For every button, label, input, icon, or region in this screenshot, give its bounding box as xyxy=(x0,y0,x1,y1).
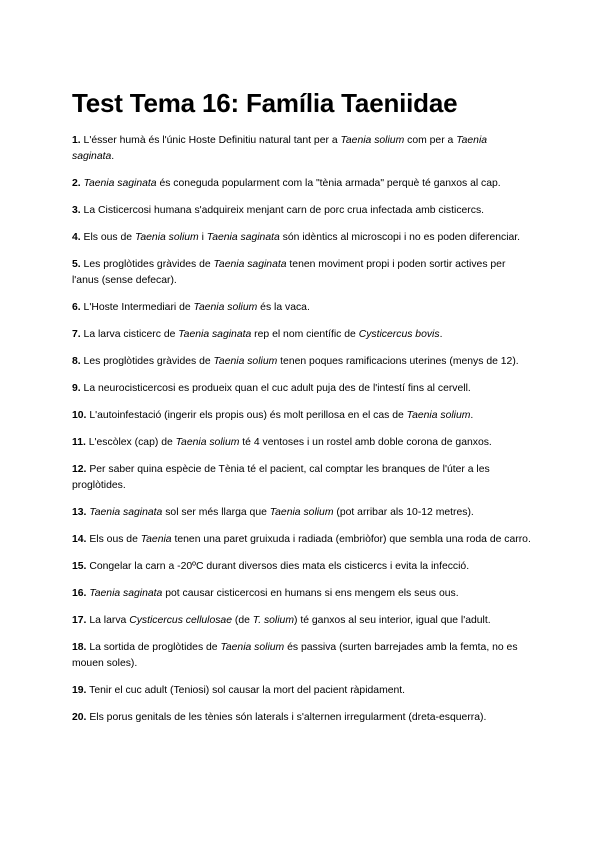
species-name: Taenia saginata xyxy=(89,507,163,518)
question-text: Congelar la carn a -20ºC durant diversos dies mata els cisticercs i evita la infecció. xyxy=(86,561,470,572)
question-item xyxy=(72,381,532,397)
question-number: 13. xyxy=(72,507,87,518)
question-text: rep el nom científic de xyxy=(251,329,359,340)
question-text: ) té ganxos al seu interior, igual que l'adult. xyxy=(294,615,491,626)
question-text: sol ser més llarga que xyxy=(162,507,270,518)
question-text: com per a xyxy=(404,135,457,146)
question-text: Els ous de xyxy=(80,232,135,243)
question-number: 4. xyxy=(72,232,81,243)
question-number: 17. xyxy=(72,615,87,626)
question-text: i xyxy=(198,232,207,243)
question-item xyxy=(72,532,532,548)
species-name: Taenia xyxy=(140,534,172,545)
question-text: és coneguda popularment com la "tènia armada" perquè té ganxos al cap. xyxy=(156,178,501,189)
question-text: té 4 ventoses i un rostel amb doble corona de ganxos. xyxy=(239,437,492,448)
question-text: L'escòlex (cap) de xyxy=(85,437,176,448)
species-name: Taenia solium xyxy=(213,356,278,367)
species-name: Taenia saginata xyxy=(72,135,488,162)
question-list xyxy=(72,133,532,737)
question-text: tenen una paret gruixuda i radiada (embriòfor) que sembla una roda de carro. xyxy=(171,534,531,545)
species-name: Taenia saginata xyxy=(213,259,287,270)
question-text: L'ésser humà és l'únic Hoste Definitiu natural tant per a xyxy=(80,135,341,146)
species-name: Taenia solium xyxy=(220,642,285,653)
question-number: 6. xyxy=(72,302,81,313)
question-text: L'Hoste Intermediari de xyxy=(80,302,194,313)
question-text: . xyxy=(470,410,474,421)
question-number: 14. xyxy=(72,534,87,545)
question-item xyxy=(72,408,532,424)
question-item xyxy=(72,176,532,192)
question-text: Per saber quina espècie de Tènia té el pacient, cal comptar les branques de l'úter a les proglòtides. xyxy=(72,464,490,491)
question-item xyxy=(72,462,532,494)
question-text: L'autoinfestació (ingerir els propis ous) és molt perillosa en el cas de xyxy=(86,410,407,421)
species-name: Taenia solium xyxy=(340,135,405,146)
question-number: 9. xyxy=(72,383,81,394)
question-number: 7. xyxy=(72,329,81,340)
question-number: 5. xyxy=(72,259,81,270)
question-item xyxy=(72,683,532,699)
question-text: La sortida de proglòtides de xyxy=(86,642,221,653)
question-text: (de xyxy=(232,615,253,626)
question-item xyxy=(72,133,532,165)
question-item xyxy=(72,505,532,521)
question-number: 8. xyxy=(72,356,81,367)
question-text: Tenir el cuc adult (Teniosi) sol causar la mort del pacient ràpidament. xyxy=(86,685,406,696)
question-text: La larva cisticerc de xyxy=(80,329,179,340)
question-item xyxy=(72,640,532,672)
question-text: . xyxy=(439,329,443,340)
question-text: Les proglòtides gràvides de xyxy=(80,356,214,367)
question-text: és la vaca. xyxy=(257,302,310,313)
question-item xyxy=(72,559,532,575)
question-text: Els ous de xyxy=(86,534,141,545)
question-item xyxy=(72,354,532,370)
question-item xyxy=(72,327,532,343)
species-name: Taenia saginata xyxy=(206,232,280,243)
question-number: 15. xyxy=(72,561,87,572)
species-name: T. solium xyxy=(252,615,294,626)
species-name: Cysticercus bovis xyxy=(358,329,440,340)
species-name: Cysticercus cellulosae xyxy=(129,615,232,626)
question-item xyxy=(72,203,532,219)
species-name: Taenia solium xyxy=(406,410,471,421)
species-name: Taenia solium xyxy=(269,507,334,518)
question-text: Les proglòtides gràvides de xyxy=(80,259,214,270)
question-number: 1. xyxy=(72,135,81,146)
species-name: Taenia solium xyxy=(134,232,199,243)
question-item xyxy=(72,710,532,726)
question-number: 19. xyxy=(72,685,87,696)
question-text: Els porus genitals de les tènies són laterals i s'alternen irregularment (dreta-esquerra). xyxy=(86,712,487,723)
question-text: La Cisticercosi humana s'adquireix menjant carn de porc crua infectada amb cisticercs. xyxy=(80,205,485,216)
question-number: 3. xyxy=(72,205,81,216)
question-item xyxy=(72,586,532,602)
question-item xyxy=(72,230,532,246)
page-title: Test Tema 16: Família Taeniidae xyxy=(72,88,458,118)
question-number: 12. xyxy=(72,464,87,475)
question-text: pot causar cisticercosi en humans si ens mengem els seus ous. xyxy=(162,588,459,599)
species-name: Taenia saginata xyxy=(83,178,157,189)
question-text: tenen moviment propi i poden sortir actives per l'anus (sense defecar). xyxy=(72,259,506,286)
question-item xyxy=(72,613,532,629)
question-number: 2. xyxy=(72,178,81,189)
question-text: és passiva (surten barrejades amb la femta, no es mouen soles). xyxy=(72,642,518,669)
question-number: 20. xyxy=(72,712,87,723)
question-text: tenen poques ramificacions uterines (menys de 12). xyxy=(277,356,519,367)
question-text: La larva xyxy=(86,615,130,626)
question-text: (pot arribar als 10-12 metres). xyxy=(333,507,474,518)
question-number: 11. xyxy=(72,437,86,448)
question-item xyxy=(72,257,532,289)
question-item xyxy=(72,435,532,451)
species-name: Taenia solium xyxy=(193,302,258,313)
question-text: . xyxy=(111,151,115,162)
question-text: La neurocisticercosi es produeix quan el cuc adult puja des de l'intestí fins al cervell. xyxy=(80,383,471,394)
question-number: 16. xyxy=(72,588,87,599)
question-text: són idèntics al microscopi i no es poden diferenciar. xyxy=(279,232,521,243)
question-number: 18. xyxy=(72,642,87,653)
species-name: Taenia saginata xyxy=(178,329,252,340)
species-name: Taenia saginata xyxy=(89,588,163,599)
species-name: Taenia solium xyxy=(175,437,240,448)
question-number: 10. xyxy=(72,410,87,421)
question-item xyxy=(72,300,532,316)
